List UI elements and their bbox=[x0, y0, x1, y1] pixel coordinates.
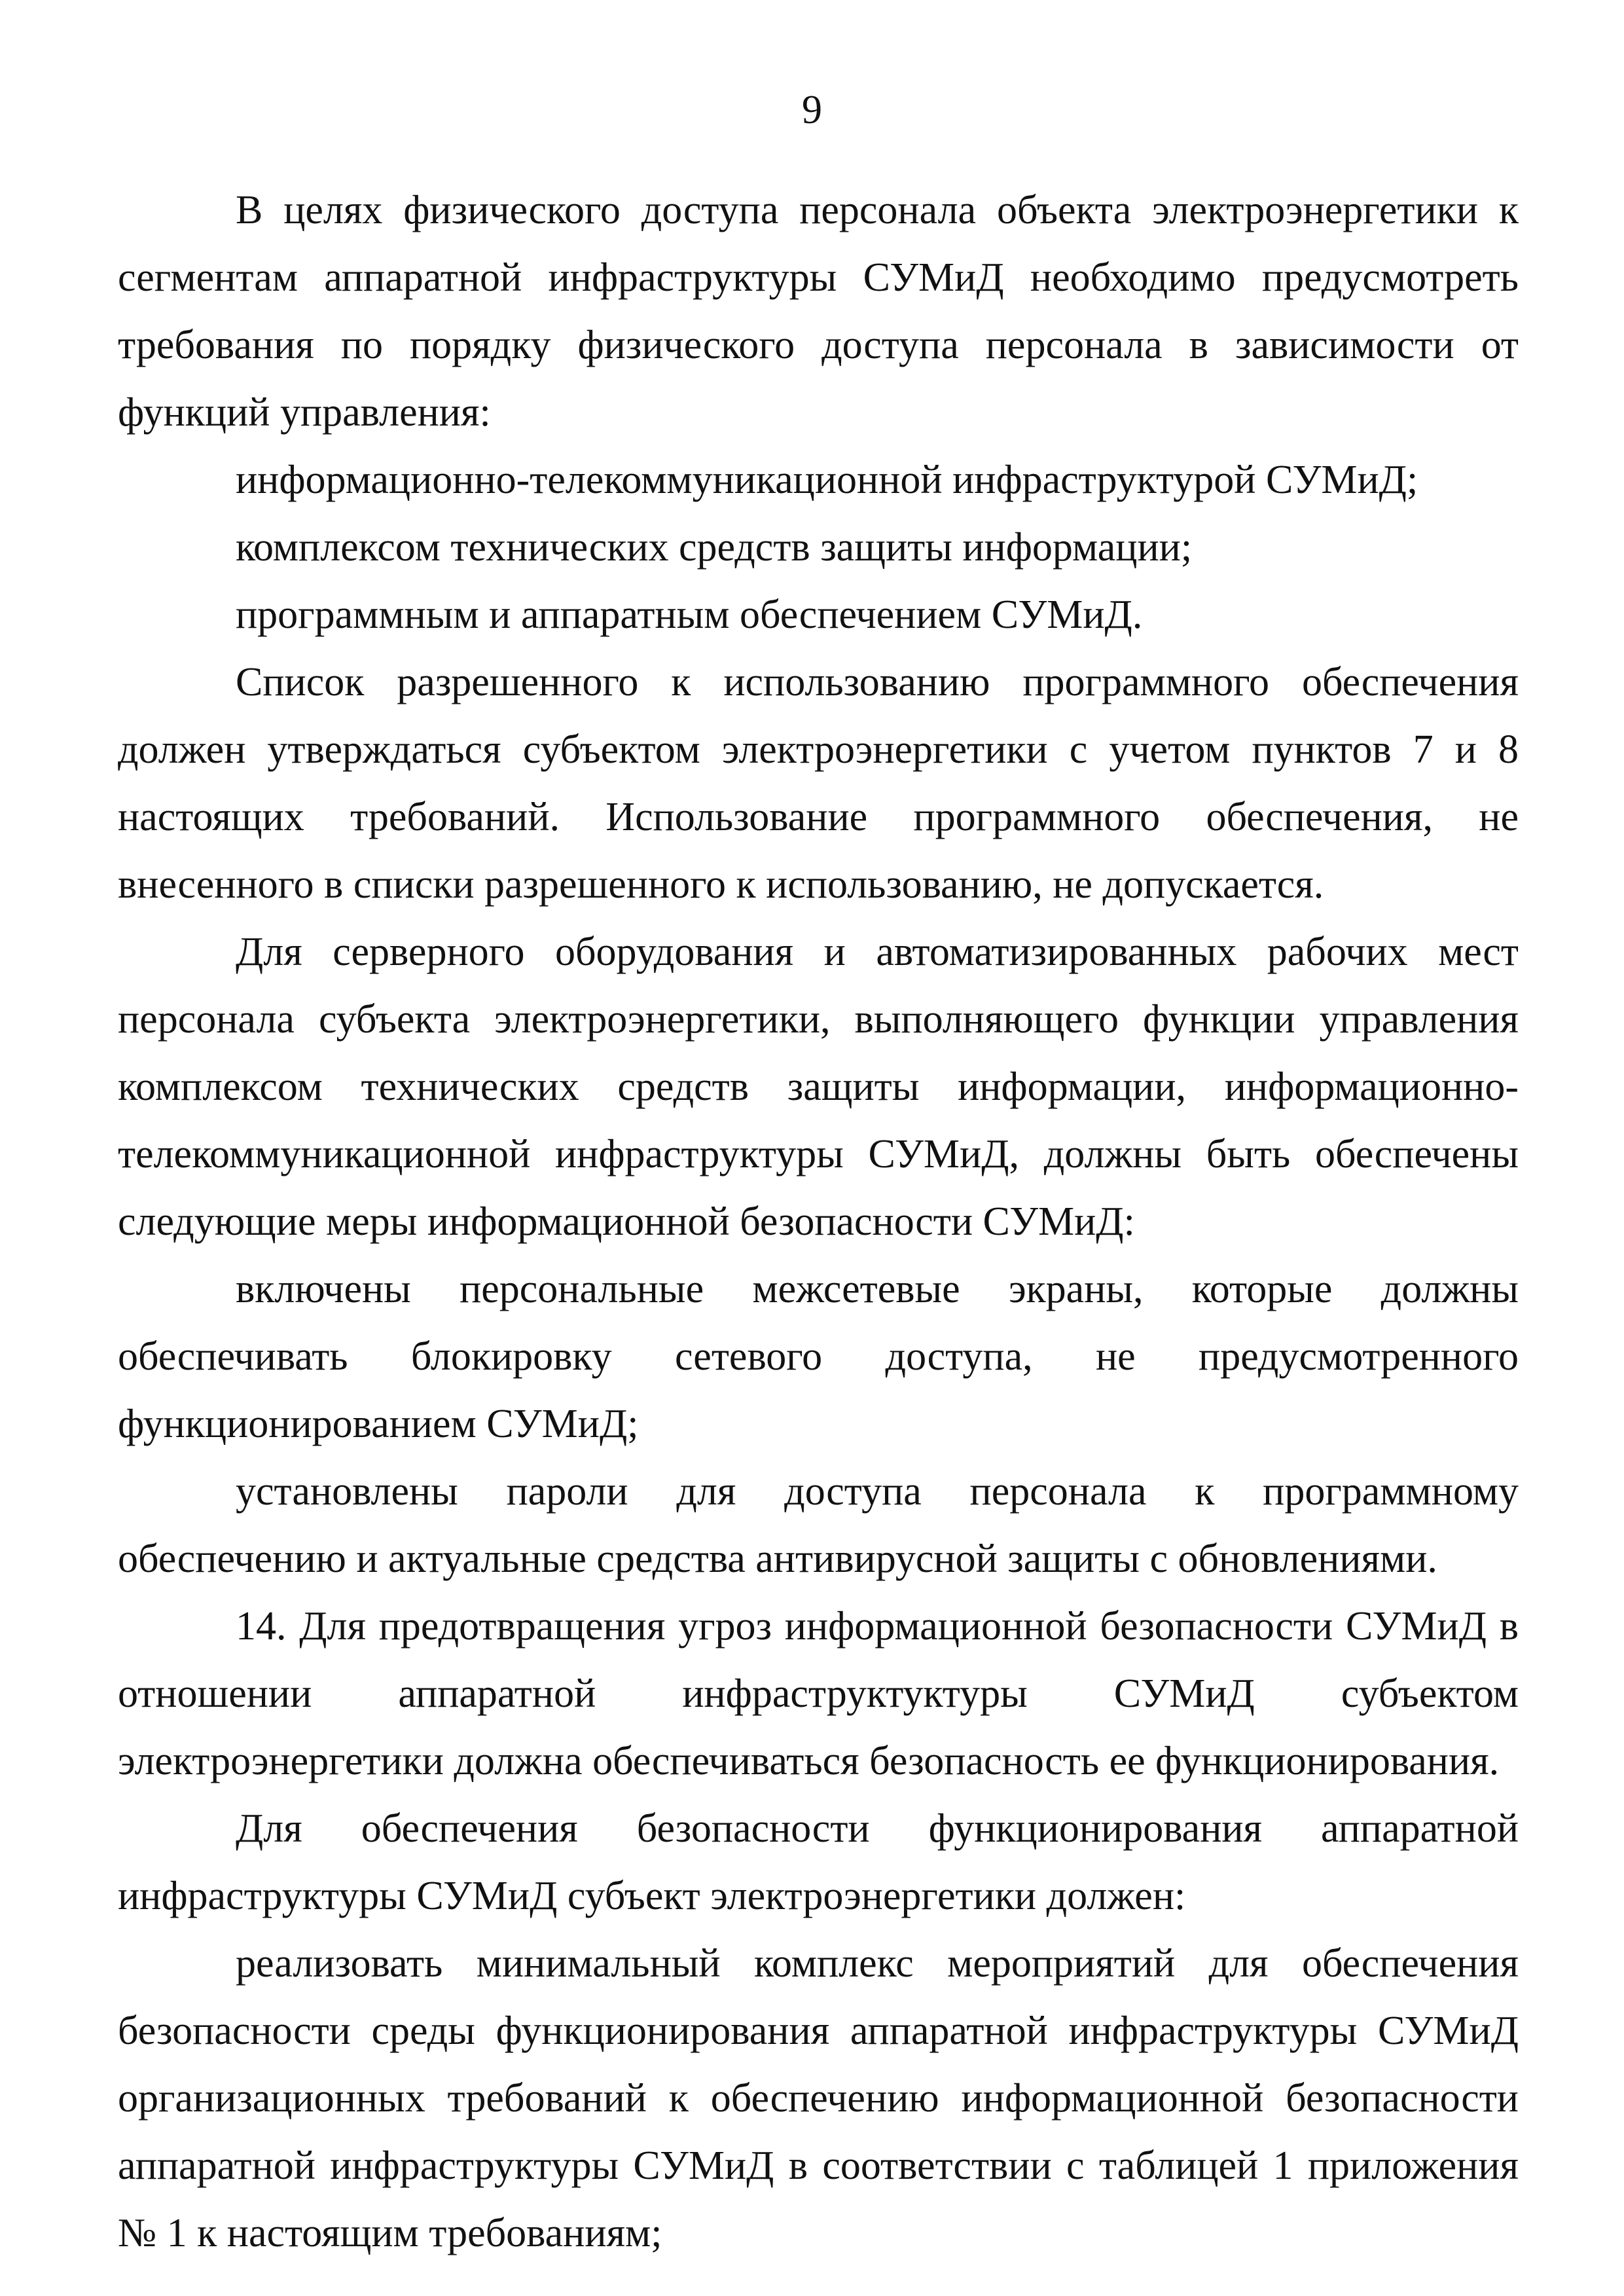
list-item-software-hardware: программным и аппаратным обеспечением СУМиД. bbox=[236, 592, 1143, 637]
list-item-firewalls: включены персональные межсетевые экраны, которые должны обеспечивать блокировку сетевого доступа, не предусмотренного функционированием СУМиД; bbox=[118, 1267, 1519, 1446]
list-item-passwords-antivirus: установлены пароли для доступа персонала к программному обеспечению и актуальные средства антивирусной защиты с обновлениями. bbox=[118, 1469, 1519, 1581]
paragraph-server-equipment: Для серверного оборудования и автоматизированных рабочих мест персонала субъекта электроэнергетики, выполняющего функции управления комплексом технических средств защиты информации, информационно-телекоммуникационной инфраструктуры СУМиД, должны быть обеспечены следующие меры информационной безопасности СУМиД: bbox=[118, 930, 1519, 1244]
paragraph-allowed-software: Список разрешенного к использованию программного обеспечения должен утверждаться субъектом электроэнергетики с учетом пунктов 7 и 8 настоящих требований. Использование программного обеспечения, не внесенного в списки разрешенного к использованию, не допускается. bbox=[118, 660, 1519, 907]
paragraph-clause-14: 14. Для предотвращения угроз информационной безопасности СУМиД в отношении аппаратной инфраструктуктуры СУМиД субъектом электроэнергетики должна обеспечиваться безопасность ее функционирования. bbox=[118, 1604, 1519, 1783]
page-number: 9 bbox=[802, 88, 822, 132]
paragraph-subject-must: Для обеспечения безопасности функционирования аппаратной инфраструктуры СУМиД субъект электроэнергетики должен: bbox=[118, 1806, 1519, 1918]
paragraph-physical-access: В целях физического доступа персонала объекта электроэнергетики к сегментам аппаратной инфраструктуры СУМиД необходимо предусмотреть требования по порядку физического доступа персонала в зависимости от функций управления: bbox=[118, 188, 1519, 435]
list-item-security-complex: комплексом технических средств защиты информации; bbox=[236, 525, 1193, 570]
document-body bbox=[118, 177, 1519, 2267]
list-item-minimal-measures: реализовать минимальный комплекс мероприятий для обеспечения безопасности среды функционирования аппаратной инфраструктуры СУМиД организационных требований к обеспечению информационной безопасности аппаратной инфраструктуры СУМиД в соответствии с таблицей 1 приложения № 1 к настоящим требованиям; bbox=[118, 1941, 1519, 2255]
list-item-ict-infrastructure: информационно-телекоммуникационной инфраструктурой СУМиД; bbox=[236, 458, 1418, 502]
